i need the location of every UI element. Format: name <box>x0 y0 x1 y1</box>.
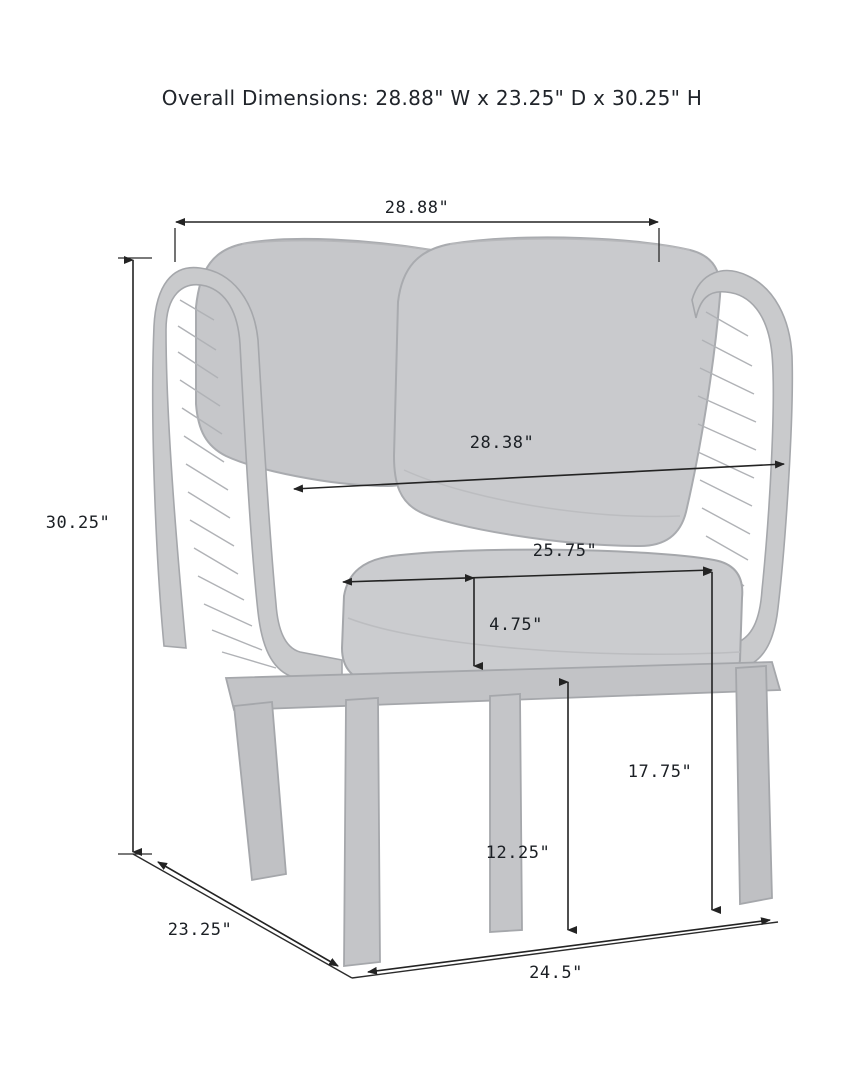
chair-illustration <box>153 237 793 966</box>
label-seat-width: 25.75" <box>532 541 598 561</box>
page-title: Overall Dimensions: 28.88" W x 23.25" D x 30.25" H <box>161 86 703 110</box>
label-base-depth: 24.5" <box>529 963 583 983</box>
front-pillow <box>394 237 720 546</box>
label-cushion-height: 4.75" <box>489 615 543 635</box>
chair-base-frame <box>226 662 780 966</box>
label-arm-height: 17.75" <box>627 762 693 782</box>
dimension-overall-height <box>46 258 152 854</box>
label-back-width: 28.38" <box>469 433 535 453</box>
dimension-base-depth <box>352 920 778 983</box>
label-overall-width: 28.88" <box>384 198 450 218</box>
label-seat-height: 12.25" <box>485 843 551 863</box>
label-overall-height: 30.25" <box>45 513 111 533</box>
label-overall-depth: 23.25" <box>167 920 233 940</box>
dimension-overall-depth <box>133 854 352 978</box>
